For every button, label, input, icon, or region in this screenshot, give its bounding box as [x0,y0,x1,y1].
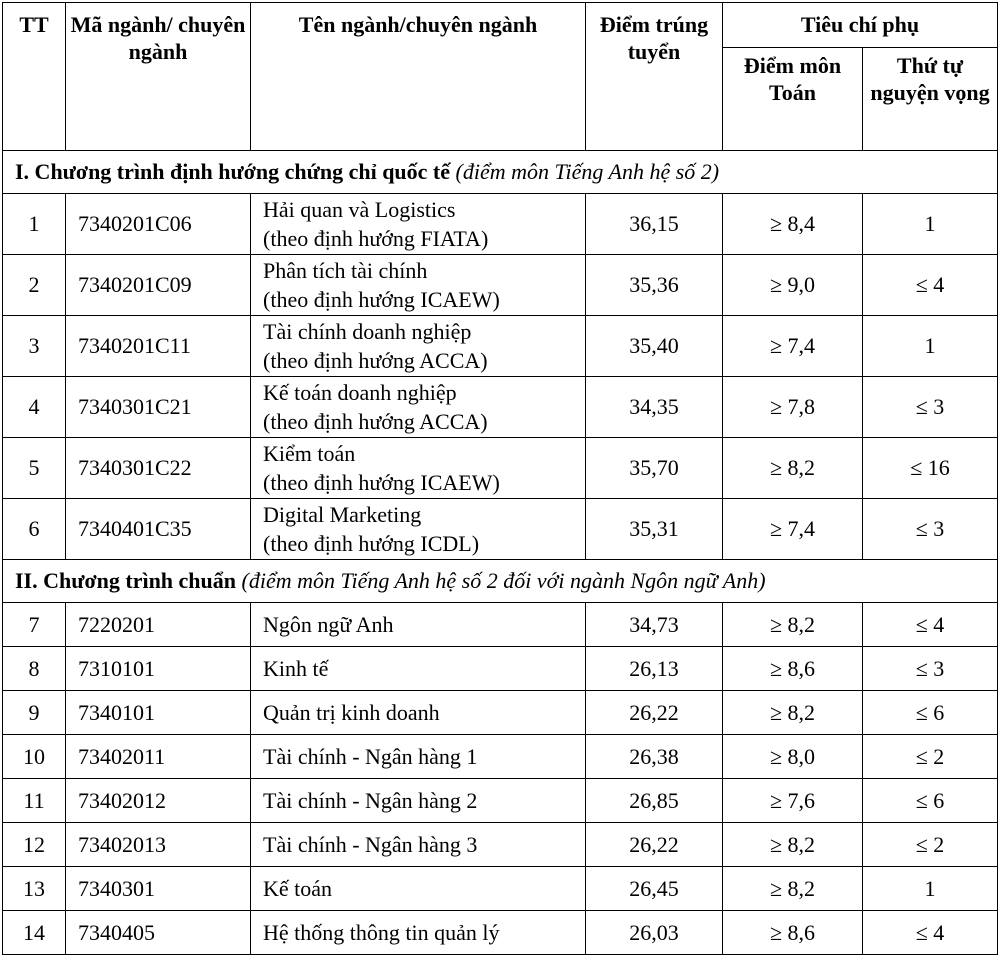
major-name-line1: Phân tích tài chính [263,258,428,283]
section-standard-note: (điểm môn Tiếng Anh hệ số 2 đối với ngành Ngôn ngữ Anh) [241,568,766,593]
major-name: Kế toán [251,867,586,911]
major-code: 7220201 [66,603,251,647]
math-score: ≥ 8,2 [723,691,863,735]
major-code: 73402012 [66,779,251,823]
table-row [3,911,998,955]
major-name-line1: Tài chính doanh nghiệp [263,319,472,344]
row-number: 14 [3,911,66,955]
preference-order: ≤ 3 [863,499,998,560]
major-code: 7340301C21 [66,377,251,438]
major-name-line2: (theo định hướng ACCA) [263,348,488,373]
header-preference-order: Thứ tự nguyện vọng [863,48,998,151]
admission-score: 26,22 [586,823,723,867]
section-international-cell [3,151,998,194]
row-number: 3 [3,316,66,377]
admission-score: 34,73 [586,603,723,647]
preference-order: ≤ 2 [863,735,998,779]
header-major-name: Tên ngành/chuyên ngành [251,3,586,151]
major-name [251,194,586,255]
major-code: 7340201C09 [66,255,251,316]
math-score: ≥ 8,4 [723,194,863,255]
math-score: ≥ 8,6 [723,647,863,691]
major-name-line1: Kế toán doanh nghiệp [263,380,457,405]
major-name: Hệ thống thông tin quản lý [251,911,586,955]
table-row [3,438,998,499]
admission-score: 35,31 [586,499,723,560]
admission-score: 36,15 [586,194,723,255]
math-score: ≥ 7,6 [723,779,863,823]
major-name [251,499,586,560]
table-row [3,735,998,779]
preference-order: ≤ 3 [863,647,998,691]
admission-score: 35,40 [586,316,723,377]
row-number: 7 [3,603,66,647]
preference-order: 1 [863,194,998,255]
major-code: 7340401C35 [66,499,251,560]
row-number: 13 [3,867,66,911]
major-code: 73402013 [66,823,251,867]
section-international-title: I. Chương trình định hướng chứng chỉ quốc tế [15,159,456,184]
preference-order: ≤ 4 [863,603,998,647]
major-code: 7340301 [66,867,251,911]
admission-score: 26,13 [586,647,723,691]
admission-score-table [2,2,998,955]
major-name: Quản trị kinh doanh [251,691,586,735]
table-row [3,255,998,316]
admission-score: 26,38 [586,735,723,779]
table-row [3,779,998,823]
section-standard [3,560,998,603]
major-name-line1: Kiểm toán [263,441,356,466]
preference-order: ≤ 2 [863,823,998,867]
major-name-line1: Digital Marketing [263,502,422,527]
table-row [3,316,998,377]
math-score: ≥ 8,2 [723,867,863,911]
admission-score: 34,35 [586,377,723,438]
major-name: Kinh tế [251,647,586,691]
admission-score: 26,45 [586,867,723,911]
row-number: 8 [3,647,66,691]
math-score: ≥ 7,4 [723,316,863,377]
admission-score: 35,70 [586,438,723,499]
table-row [3,377,998,438]
major-name-line2: (theo định hướng ICDL) [263,531,480,556]
major-code: 7340201C11 [66,316,251,377]
row-number: 12 [3,823,66,867]
major-code: 7310101 [66,647,251,691]
preference-order: 1 [863,867,998,911]
row-number: 4 [3,377,66,438]
math-score: ≥ 7,8 [723,377,863,438]
header-math-score: Điểm môn Toán [723,48,863,151]
major-name [251,316,586,377]
preference-order: ≤ 4 [863,255,998,316]
table-row [3,603,998,647]
preference-order: ≤ 3 [863,377,998,438]
header-secondary-criteria: Tiêu chí phụ [723,3,998,48]
preference-order: ≤ 6 [863,779,998,823]
row-number: 1 [3,194,66,255]
major-name-line2: (theo định hướng FIATA) [263,226,489,251]
math-score: ≥ 8,2 [723,438,863,499]
table-row [3,194,998,255]
major-code: 73402011 [66,735,251,779]
major-name [251,438,586,499]
row-number: 6 [3,499,66,560]
table-row [3,867,998,911]
major-name: Ngôn ngữ Anh [251,603,586,647]
math-score: ≥ 8,0 [723,735,863,779]
major-code: 7340301C22 [66,438,251,499]
major-name-line1: Hải quan và Logistics [263,197,456,222]
preference-order: ≤ 4 [863,911,998,955]
major-name: Tài chính - Ngân hàng 1 [251,735,586,779]
major-name-line2: (theo định hướng ACCA) [263,409,488,434]
table-row [3,499,998,560]
section-standard-title: II. Chương trình chuẩn [15,568,242,593]
major-code: 7340405 [66,911,251,955]
admission-score: 26,85 [586,779,723,823]
row-number: 10 [3,735,66,779]
header-admission-score: Điểm trúng tuyển [586,3,723,151]
major-name: Tài chính - Ngân hàng 3 [251,823,586,867]
math-score: ≥ 8,6 [723,911,863,955]
table-row [3,691,998,735]
major-name: Tài chính - Ngân hàng 2 [251,779,586,823]
header-tt: TT [3,3,66,151]
admission-score: 26,03 [586,911,723,955]
math-score: ≥ 9,0 [723,255,863,316]
table-row [3,823,998,867]
major-name-line2: (theo định hướng ICAEW) [263,470,500,495]
row-number: 11 [3,779,66,823]
table-row [3,647,998,691]
header-major-code: Mã ngành/ chuyên ngành [66,3,251,151]
row-number: 9 [3,691,66,735]
major-code: 7340201C06 [66,194,251,255]
row-number: 2 [3,255,66,316]
math-score: ≥ 8,2 [723,823,863,867]
section-standard-cell [3,560,998,603]
major-name [251,377,586,438]
math-score: ≥ 7,4 [723,499,863,560]
admission-score: 26,22 [586,691,723,735]
preference-order: ≤ 16 [863,438,998,499]
section-international [3,151,998,194]
section-international-note: (điểm môn Tiếng Anh hệ số 2) [455,159,720,184]
major-code: 7340101 [66,691,251,735]
preference-order: 1 [863,316,998,377]
math-score: ≥ 8,2 [723,603,863,647]
admission-score: 35,36 [586,255,723,316]
major-name-line2: (theo định hướng ICAEW) [263,287,500,312]
row-number: 5 [3,438,66,499]
preference-order: ≤ 6 [863,691,998,735]
major-name [251,255,586,316]
